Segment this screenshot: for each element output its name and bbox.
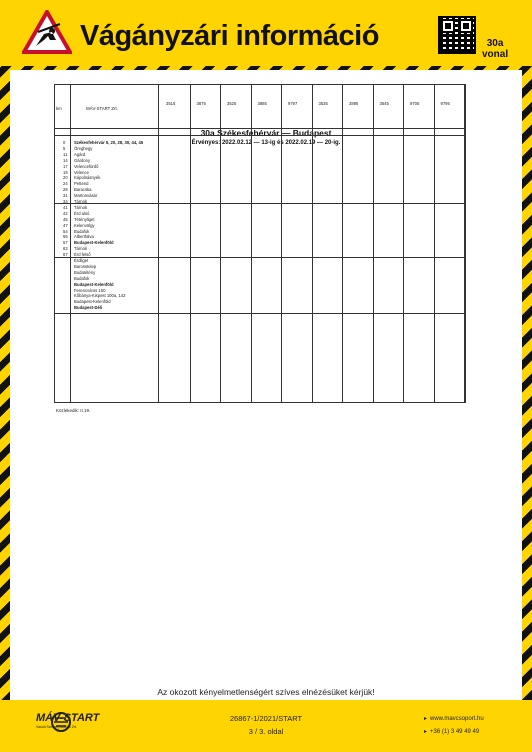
station-name: Agárd [74,151,86,157]
table-rule [281,84,282,402]
table-rule [54,257,466,258]
table-rule [220,84,221,402]
station-km: 11 [63,151,68,157]
train-number: 3515 [166,101,176,106]
station-km: 62 [63,246,68,252]
station-name: Tárnok [74,246,88,252]
station-name: Kelenvölgy [74,222,95,228]
km-header: km [56,106,62,111]
table-rule [54,313,466,314]
station-name: Velence [74,169,89,175]
station-km: 24 [63,181,68,187]
train-number: 9705 [410,101,420,106]
station-km: 56 [63,234,68,240]
station-name: Tárnok [74,199,88,204]
logo-text: MÁV-START [36,712,100,724]
station-km: 5 [63,145,66,151]
table-rule [54,203,466,204]
logo-subtitle: Vasúti Személyszállító Zrt. [36,725,77,729]
train-number: 9795 [440,101,450,106]
station-km: 67 [63,252,68,258]
station-name: Budapest-Kelenföld [74,299,111,305]
route-label: 30a vonal [482,38,509,60]
table-rule [70,84,71,402]
arrow-icon: ▸ [424,729,428,735]
contact-info [424,713,484,739]
footer [0,700,532,752]
station-km: 17 [63,163,68,169]
station-name: Ferencváros 150 [74,287,106,293]
table-rule [465,84,466,402]
header [0,0,532,66]
table-rule [373,84,374,402]
timetable-validity: Érvényes: 2022.02.12 — 13-ig és 2022.02.19 — 20-ig. [191,140,341,146]
station-km: 19 [63,169,68,175]
timetable-table [54,84,466,402]
station-name: Albertfalva [74,234,94,240]
table-rule [54,128,466,129]
table-rule [54,135,466,136]
timetable-note: Közlekedik: II.19. [56,408,91,413]
operator-header: MÁV-START Zrt. [86,106,118,111]
train-number: 3875 [196,101,206,106]
timetable-title: 30a Székesfehérvár — Budapest [200,128,332,138]
station-km: 54 [63,228,68,234]
table-rule [251,84,252,402]
train-number: 3885 [257,101,267,106]
station-name: Kápolnásnyék [74,175,101,181]
table-rule [434,84,435,402]
station-km: 57 [63,240,68,246]
page-number: 3 / 3. oldal [248,727,284,736]
station-name: Martonvásár [74,193,98,199]
station-name: Budafok [74,275,90,281]
station-name: Gárdony [74,157,91,163]
station-km: 14 [63,157,68,163]
station-km: 28 [63,187,68,193]
table-rule [54,84,466,85]
station-name: Budapest-Déli [74,305,103,311]
qr-code[interactable] [438,16,476,54]
table-rule [54,402,466,403]
website-link[interactable]: ▸ www.mavcsoport.hu [424,713,484,726]
station-name: Budafok [74,228,90,234]
table-rule [403,84,404,402]
page-title: Vágányzári információ [80,20,379,52]
arrow-icon: ▸ [424,716,428,722]
station-km: 41 [63,204,68,210]
station-name: Székesfehérvár 5, 20, 28, 30, 44, 45 [74,140,144,145]
station-name: Pettend [74,181,89,187]
table-rule [158,84,159,402]
train-number: 3525 [227,101,237,106]
station-name: Budapest-Kelenföld [74,281,114,287]
apology-text: Az okozott kényelmetlenségért szíves elnézésüket kérjük! [157,687,375,697]
station-name: Érdliget [74,258,89,263]
station-name: Barosstelep [74,263,97,269]
warning-sign-icon [22,10,72,54]
station-km: 45 [63,216,68,222]
station-name: Érd alsó [74,210,90,216]
table-rule [190,84,191,402]
station-km: 20 [63,175,68,181]
station-name: Tárnok [74,204,88,210]
station-km: 0 [63,140,66,145]
station-km: 34 [63,199,68,204]
station-km: 31 [63,193,68,199]
station-name: Budatétény [74,269,96,275]
train-number: 3895 [349,101,359,106]
train-number: 9797 [288,101,298,106]
station-name: Budapest-Kelenföld [74,240,114,246]
table-rule [342,84,343,402]
train-number: 3535 [318,101,328,106]
table-rule [464,84,465,402]
document-number: 26867-1/2021/START [229,714,303,723]
station-name: Tétényliget [74,216,95,222]
phone-number[interactable]: ▸ +36 (1) 3 49 49 49 [424,726,484,739]
station-name: Baracska [74,187,92,193]
station-km: 47 [63,222,68,228]
station-km: 42 [63,210,68,216]
station-name: Kőbánya-Kispest 100a, 142 [74,293,126,299]
station-name: Érd felső [74,252,91,258]
train-number: 3545 [379,101,389,106]
table-rule [312,84,313,402]
station-name: Velencefürdő [74,163,99,169]
station-name: Öreghegy [74,145,93,151]
table-rule [54,84,55,402]
